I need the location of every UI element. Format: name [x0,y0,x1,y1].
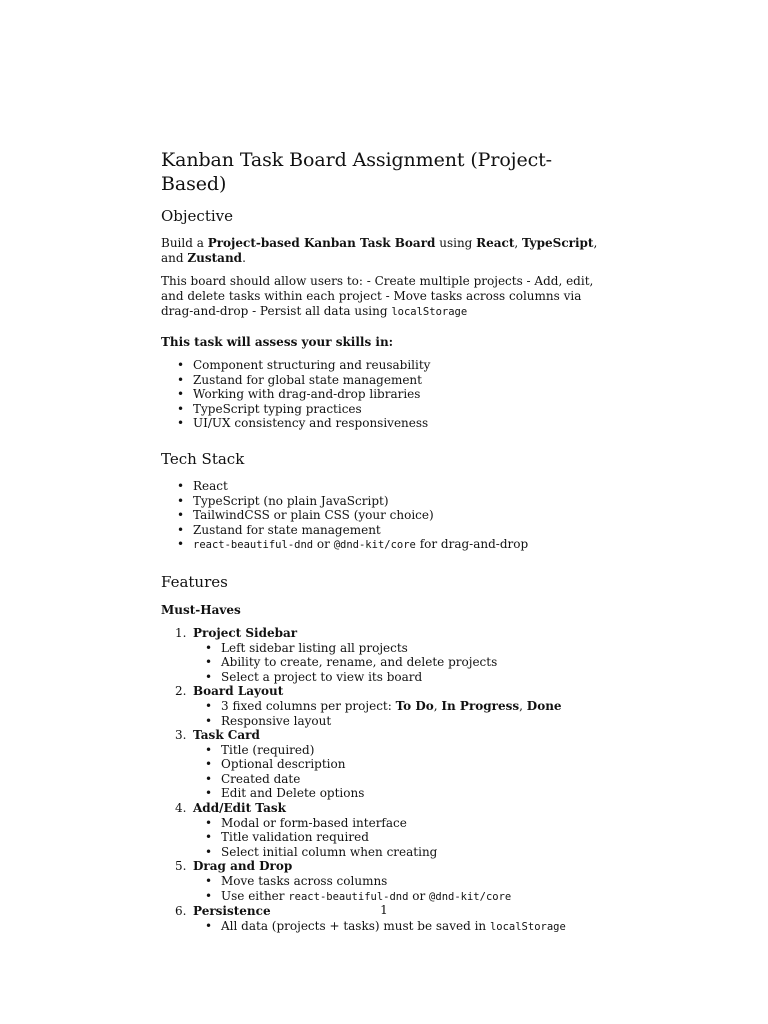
tech-stack-list [161,479,611,553]
list-item: • Select a project to view its board [193,670,611,685]
text-span: for drag-and-drop [415,537,529,552]
list-item [193,889,611,905]
item-number: 1. [175,625,187,640]
code-react-beautiful-dnd: react-beautiful-dnd [193,539,314,552]
list-item: • Ability to create, rename, and delete projects [193,655,611,670]
text-span: , [433,698,442,713]
list-item: • Zustand for state management [161,523,611,538]
code-localstorage: localStorage [391,306,468,318]
document-page [161,148,611,946]
must-haves-heading: Must-Haves [161,602,241,617]
bold-in-progress: In Progress [441,698,520,713]
list-item: • Working with drag-and-drop libraries [161,387,611,402]
feature-item-task-card [161,728,611,801]
text-span: using [435,236,477,250]
bold-react: React [476,236,515,250]
list-item: • UI/UX consistency and responsiveness [161,416,611,431]
sub-list [193,699,611,728]
list-item [161,537,611,553]
features-heading: Features [161,572,228,591]
text-span: or [313,537,334,552]
code-dnd-kit-core: @dnd-kit/core [333,539,416,552]
sub-list [193,641,611,685]
bold-zustand: Zustand [187,251,243,265]
feature-label: Board Layout [193,684,284,699]
feature-label: Task Card [193,728,260,743]
text-span: , and [161,236,598,265]
list-item: • Title (required) [193,743,611,758]
text-span: Build a [161,236,208,250]
list-item: • Move tasks across columns [193,874,611,889]
text-span: , [514,236,523,250]
objective-paragraph-1 [161,236,611,266]
document-title: Kanban Task Board Assignment (Project-Based) [161,149,552,195]
item-number: 2. [175,684,187,699]
objective-paragraph-2 [161,274,611,320]
text-span: 3 fixed columns per project: [221,698,396,713]
features-list [161,626,611,934]
bold-project-kanban: Project-based Kanban Task Board [207,236,436,250]
sub-list [193,816,611,860]
list-item: • TypeScript typing practices [161,402,611,417]
list-item: • Responsive layout [193,714,611,729]
list-item: • Optional description [193,757,611,772]
sub-list [193,919,611,935]
text-span: . [242,251,246,265]
item-number: 6. [175,904,187,919]
item-number: 5. [175,859,187,874]
text-span: , [519,698,527,713]
sub-list [193,874,611,904]
list-item: • Component structuring and reusability [161,358,611,373]
list-item: • Edit and Delete options [193,786,611,801]
list-item: • Left sidebar listing all projects [193,641,611,656]
text-span: This board should allow users to: - Create multiple projects - Add, edit, and delete tasks within each project - Move tasks across columns via drag-and-drop - Persist all data using [161,274,594,318]
assess-heading: This task will assess your skills in: [161,335,394,349]
list-item: • TypeScript (no plain JavaScript) [161,494,611,509]
feature-item-drag-and-drop [161,859,611,904]
text-span: or [408,888,430,903]
item-number: 3. [175,728,187,743]
feature-item-project-sidebar [161,626,611,684]
code-localstorage: localStorage [489,920,566,933]
bold-typescript: TypeScript [522,236,594,250]
sub-list [193,743,611,801]
page-number: 1 [380,903,388,917]
feature-label: Persistence [193,904,271,919]
code-react-beautiful-dnd: react-beautiful-dnd [288,890,409,903]
text-span: Use either [221,888,289,903]
code-dnd-kit-core: @dnd-kit/core [429,890,512,903]
objective-heading: Objective [161,207,234,225]
list-item: • Select initial column when creating [193,845,611,860]
list-item: • Modal or form-based interface [193,816,611,831]
list-item: • TailwindCSS or plain CSS (your choice) [161,508,611,523]
item-number: 4. [175,801,187,816]
feature-item-add-edit-task [161,801,611,859]
tech-stack-heading: Tech Stack [161,449,245,468]
text-span: All data (projects + tasks) must be saved in [221,918,490,933]
list-item [193,699,611,714]
bold-to-do: To Do [395,698,434,713]
list-item [193,919,611,935]
feature-label: Project Sidebar [193,625,298,640]
feature-label: Add/Edit Task [193,801,286,816]
bold-done: Done [526,698,562,713]
feature-item-board-layout [161,684,611,728]
list-item: • Title validation required [193,830,611,845]
list-item: • Zustand for global state management [161,373,611,388]
list-item: • Created date [193,772,611,787]
skills-list [161,358,611,431]
feature-label: Drag and Drop [193,859,293,874]
list-item: • React [161,479,611,494]
